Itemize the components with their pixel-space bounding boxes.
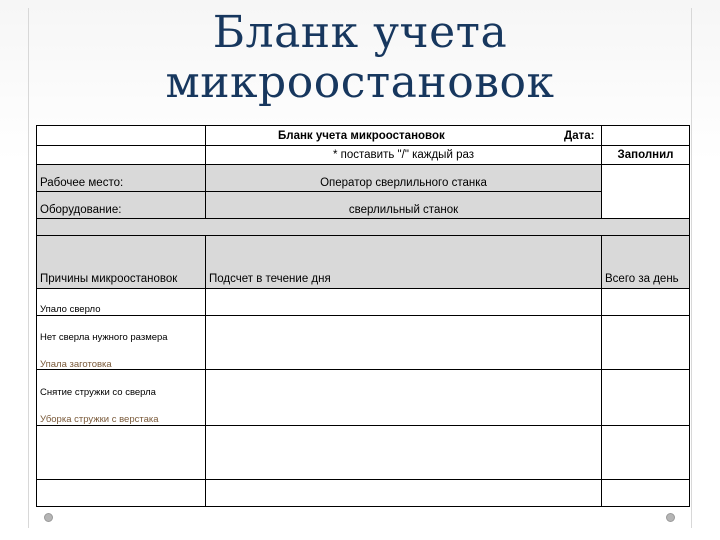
instruction-empty-cell: [36, 146, 206, 165]
equipment-label: Оборудование:: [40, 204, 122, 216]
count-column-header: Подсчет в течение дня: [209, 273, 331, 285]
date-cell[interactable]: [564, 125, 690, 146]
reason-label-2: Нет сверла нужного размера: [40, 332, 168, 343]
reason-row-3-label-cell: [36, 370, 206, 426]
reason-row-3-total-cell[interactable]: [602, 370, 690, 426]
workplace-label: Рабочее место:: [40, 177, 124, 189]
empty-row-2-count-cell[interactable]: [206, 480, 602, 507]
instruction-text: * поставить "/" каждый раз: [332, 149, 475, 161]
slide-corner-dot-left: [44, 513, 53, 522]
filled-by-label: Заполнил: [617, 149, 674, 161]
empty-row-1-total-cell[interactable]: [602, 426, 690, 480]
microstop-form-sheet: [36, 125, 690, 507]
reason-label-3: Упала заготовка: [40, 359, 112, 370]
workplace-value: Оператор сверлильного станка: [320, 177, 487, 189]
reason-label-4: Снятие стружки со сверла: [40, 387, 156, 398]
filled-by-label-cell: [602, 146, 690, 165]
reason-row-1-total-cell[interactable]: [602, 289, 690, 316]
header-title-cell: [206, 125, 602, 146]
count-header-cell: [206, 236, 602, 289]
reason-row-1-label-cell: [36, 289, 206, 316]
workplace-value-cell: [206, 165, 602, 192]
total-column-header: Всего за день: [605, 273, 679, 285]
reason-label-5: Уборка стружки с верстака: [40, 414, 159, 425]
slide-corner-dot-right: [666, 513, 675, 522]
equipment-label-cell: [36, 192, 206, 219]
equipment-value: сверлильный станок: [348, 204, 459, 216]
reason-row-2-count-cell[interactable]: [206, 316, 602, 370]
reason-row-1-count-cell[interactable]: [206, 289, 602, 316]
equipment-value-cell: [206, 192, 602, 219]
reason-row-3-count-cell[interactable]: [206, 370, 602, 426]
empty-row-1-count-cell[interactable]: [206, 426, 602, 480]
workplace-label-cell: [36, 165, 206, 192]
form-header-title: Бланк учета микроостановок: [278, 130, 445, 142]
date-label: Дата:: [564, 130, 595, 142]
spacer-row: [36, 219, 690, 236]
header-empty-cell: [36, 125, 206, 146]
filled-by-signature-cell[interactable]: [602, 165, 690, 219]
slide-title-line-1: Бланк учета: [212, 7, 508, 58]
reasons-header-cell: [36, 236, 206, 289]
reasons-column-header: Причины микроостановок: [40, 273, 178, 285]
reason-label-1: Упало сверло: [40, 304, 101, 315]
reason-row-2-label-cell: [36, 316, 206, 370]
total-header-cell: [602, 236, 690, 289]
empty-row-2-label-cell[interactable]: [36, 480, 206, 507]
empty-row-1-label-cell[interactable]: [36, 426, 206, 480]
empty-row-2-total-cell[interactable]: [602, 480, 690, 507]
slide-title: [0, 8, 720, 108]
instruction-cell: [206, 146, 602, 165]
slide-title-line-2: микроостановок: [165, 57, 555, 108]
reason-row-2-total-cell[interactable]: [602, 316, 690, 370]
